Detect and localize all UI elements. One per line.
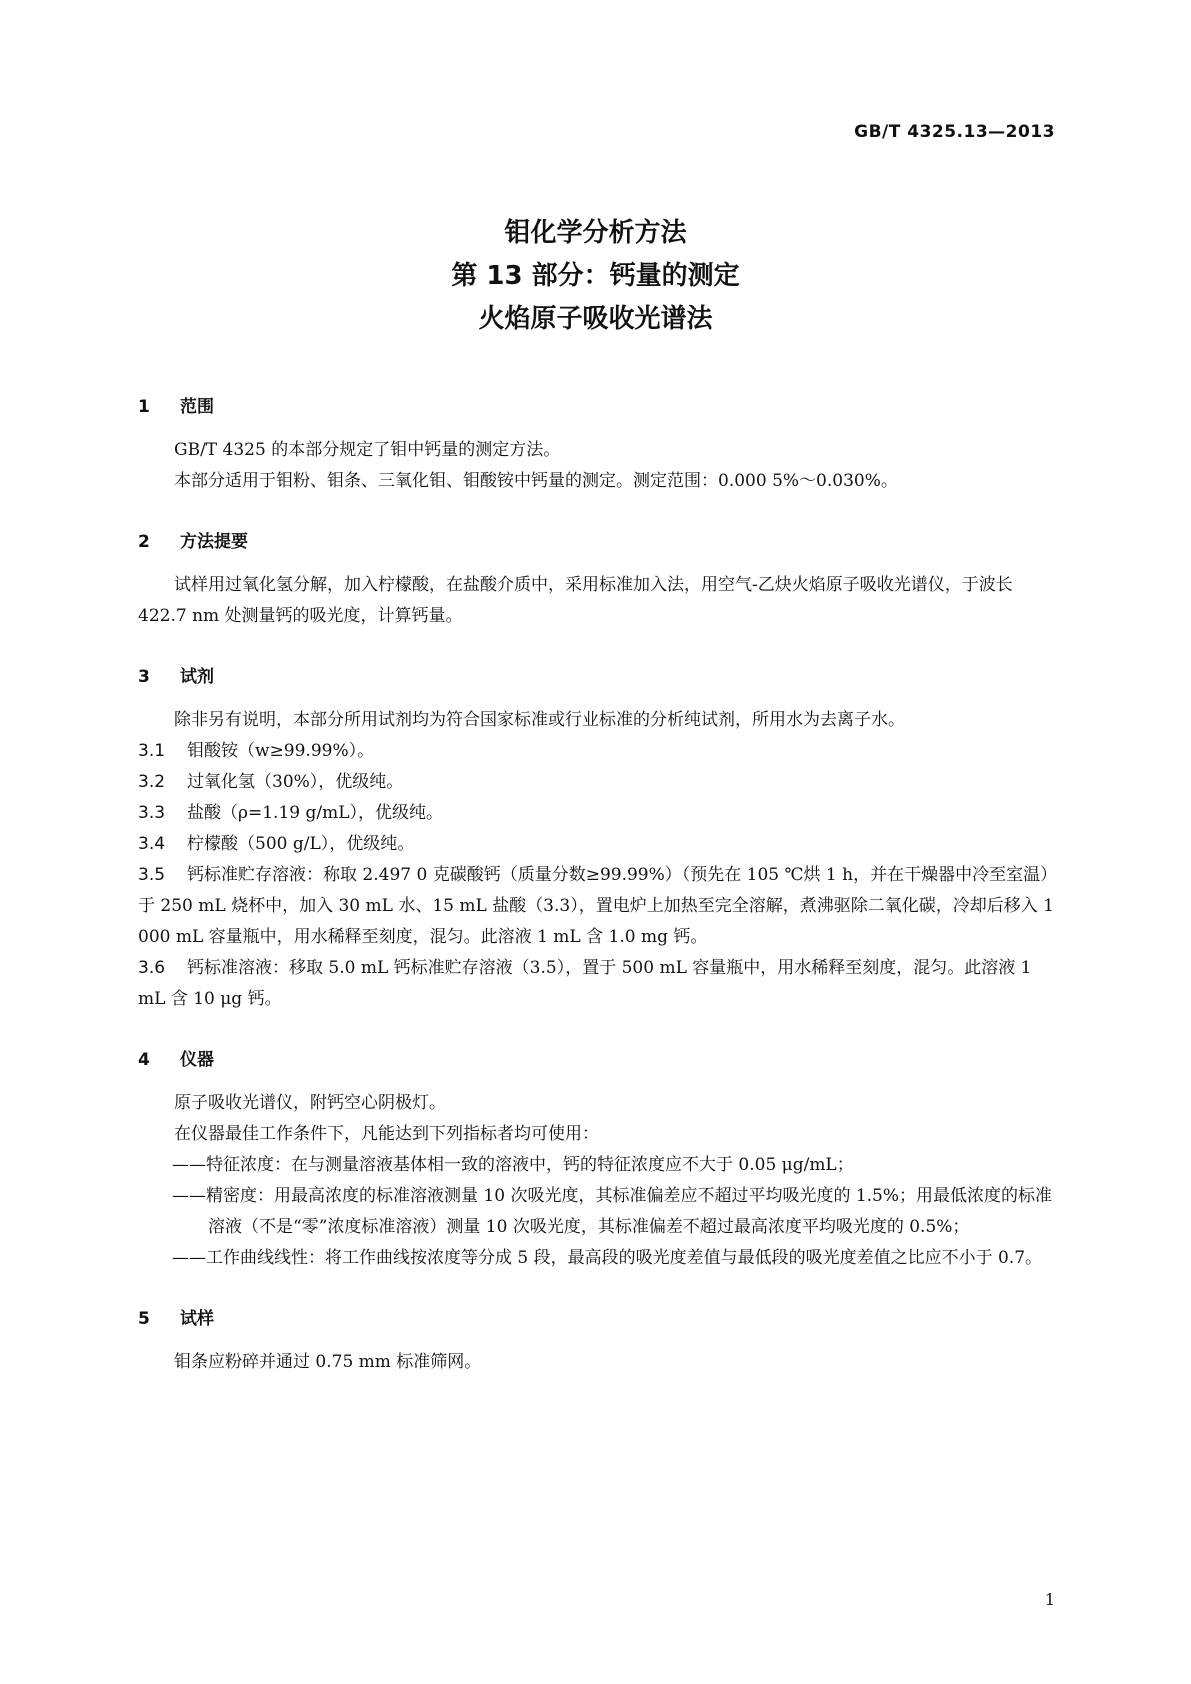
reagent-item <box>138 860 1058 953</box>
item-number: 3.5 <box>138 865 166 885</box>
title-line-2: 第 13 部分：钙量的测定 <box>451 261 740 291</box>
item-number: 3.6 <box>138 958 166 978</box>
reagent-item <box>138 767 1058 798</box>
item-text: 钙标准溶液：移取 5.0 mL 钙标准贮存溶液（3.5），置于 500 mL 容量瓶中，用水稀释至刻度，混匀。此溶液 1 mL 含 10 μg 钙。 <box>138 958 1032 1009</box>
section-number: 2 <box>138 532 150 552</box>
paragraph: 在仪器最佳工作条件下，凡能达到下列指标者均可使用： <box>174 1124 599 1144</box>
title-line-3: 火焰原子吸收光谱法 <box>478 304 713 334</box>
section-5-heading <box>138 1304 1058 1335</box>
paragraph: GB/T 4325 的本部分规定了钼中钙量的测定方法。 <box>174 440 561 460</box>
document-title <box>0 212 1191 341</box>
document-body <box>138 392 1058 1378</box>
section-number: 4 <box>138 1050 150 1070</box>
item-text: 柠檬酸（500 g/L），优级纯。 <box>187 834 415 854</box>
reagent-item <box>138 798 1058 829</box>
item-number: 3.1 <box>138 741 166 761</box>
requirement-item: ——特征浓度：在与测量溶液基体相一致的溶液中，钙的特征浓度应不大于 0.05 μg/mL； <box>172 1155 854 1175</box>
reagent-item <box>138 953 1058 1015</box>
item-number: 3.3 <box>138 803 166 823</box>
section-title: 范围 <box>180 397 214 417</box>
section-title: 方法提要 <box>180 532 248 552</box>
page-number: 1 <box>1044 1590 1055 1609</box>
paragraph: 试样用过氧化氢分解，加入柠檬酸，在盐酸介质中，采用标准加入法，用空气-乙炔火焰原子吸收光谱仪，于波长 422.7 nm 处测量钙的吸光度，计算钙量。 <box>138 575 1013 626</box>
section-number: 5 <box>138 1309 150 1329</box>
reagent-item <box>138 829 1058 860</box>
item-text: 钼酸铵（w≥99.99%）。 <box>187 741 375 761</box>
section-title: 试样 <box>180 1309 214 1329</box>
reagent-item <box>138 736 1058 767</box>
paragraph: 钼条应粉碎并通过 0.75 mm 标准筛网。 <box>174 1352 482 1372</box>
item-number: 3.4 <box>138 834 166 854</box>
standard-code: GB/T 4325.13—2013 <box>854 122 1055 142</box>
item-text: 钙标准贮存溶液：称取 2.497 0 克碳酸钙（质量分数≥99.99%）（预先在 105 ℃烘 1 h，并在干燥器中冷至室温）于 250 mL 烧杯中，加入 30 mL 水、15 mL 盐酸（3.3），置电炉上加热至完全溶解，煮沸驱除二氧化碳，冷却后移入 1 000 mL 容量瓶中，用水稀释至刻度，混匀。此溶液 1 mL 含 1.0 mg 钙。 <box>138 865 1058 947</box>
requirement-item: ——精密度：用最高浓度的标准溶液测量 10 次吸光度，其标准偏差应不超过平均吸光度的 1.5%；用最低浓度的标准溶液（不是“零”浓度标准溶液）测量 10 次吸光度，其标准偏差不超过最高浓度平均吸光度的 0.5%； <box>172 1186 1053 1237</box>
requirement-item: ——工作曲线线性：将工作曲线按浓度等分成 5 段，最高段的吸光度差值与最低段的吸光度差值之比应不小于 0.7。 <box>172 1248 1043 1268</box>
section-3-heading <box>138 662 1058 693</box>
item-text: 过氧化氢（30%），优级纯。 <box>187 772 404 792</box>
section-title: 仪器 <box>180 1050 214 1070</box>
section-1-heading <box>138 392 1058 423</box>
section-4-heading <box>138 1045 1058 1076</box>
section-number: 1 <box>138 397 150 417</box>
paragraph: 除非另有说明，本部分所用试剂均为符合国家标准或行业标准的分析纯试剂，所用水为去离子水。 <box>174 710 905 730</box>
item-text: 盐酸（ρ=1.19 g/mL），优级纯。 <box>187 803 444 823</box>
section-2-heading <box>138 527 1058 558</box>
paragraph: 原子吸收光谱仪，附钙空心阴极灯。 <box>174 1093 446 1113</box>
section-title: 试剂 <box>180 667 214 687</box>
paragraph: 本部分适用于钼粉、钼条、三氧化钼、钼酸铵中钙量的测定。测定范围：0.000 5%～0.030%。 <box>174 471 898 491</box>
item-number: 3.2 <box>138 772 166 792</box>
title-line-1: 钼化学分析方法 <box>504 218 687 248</box>
section-number: 3 <box>138 667 150 687</box>
